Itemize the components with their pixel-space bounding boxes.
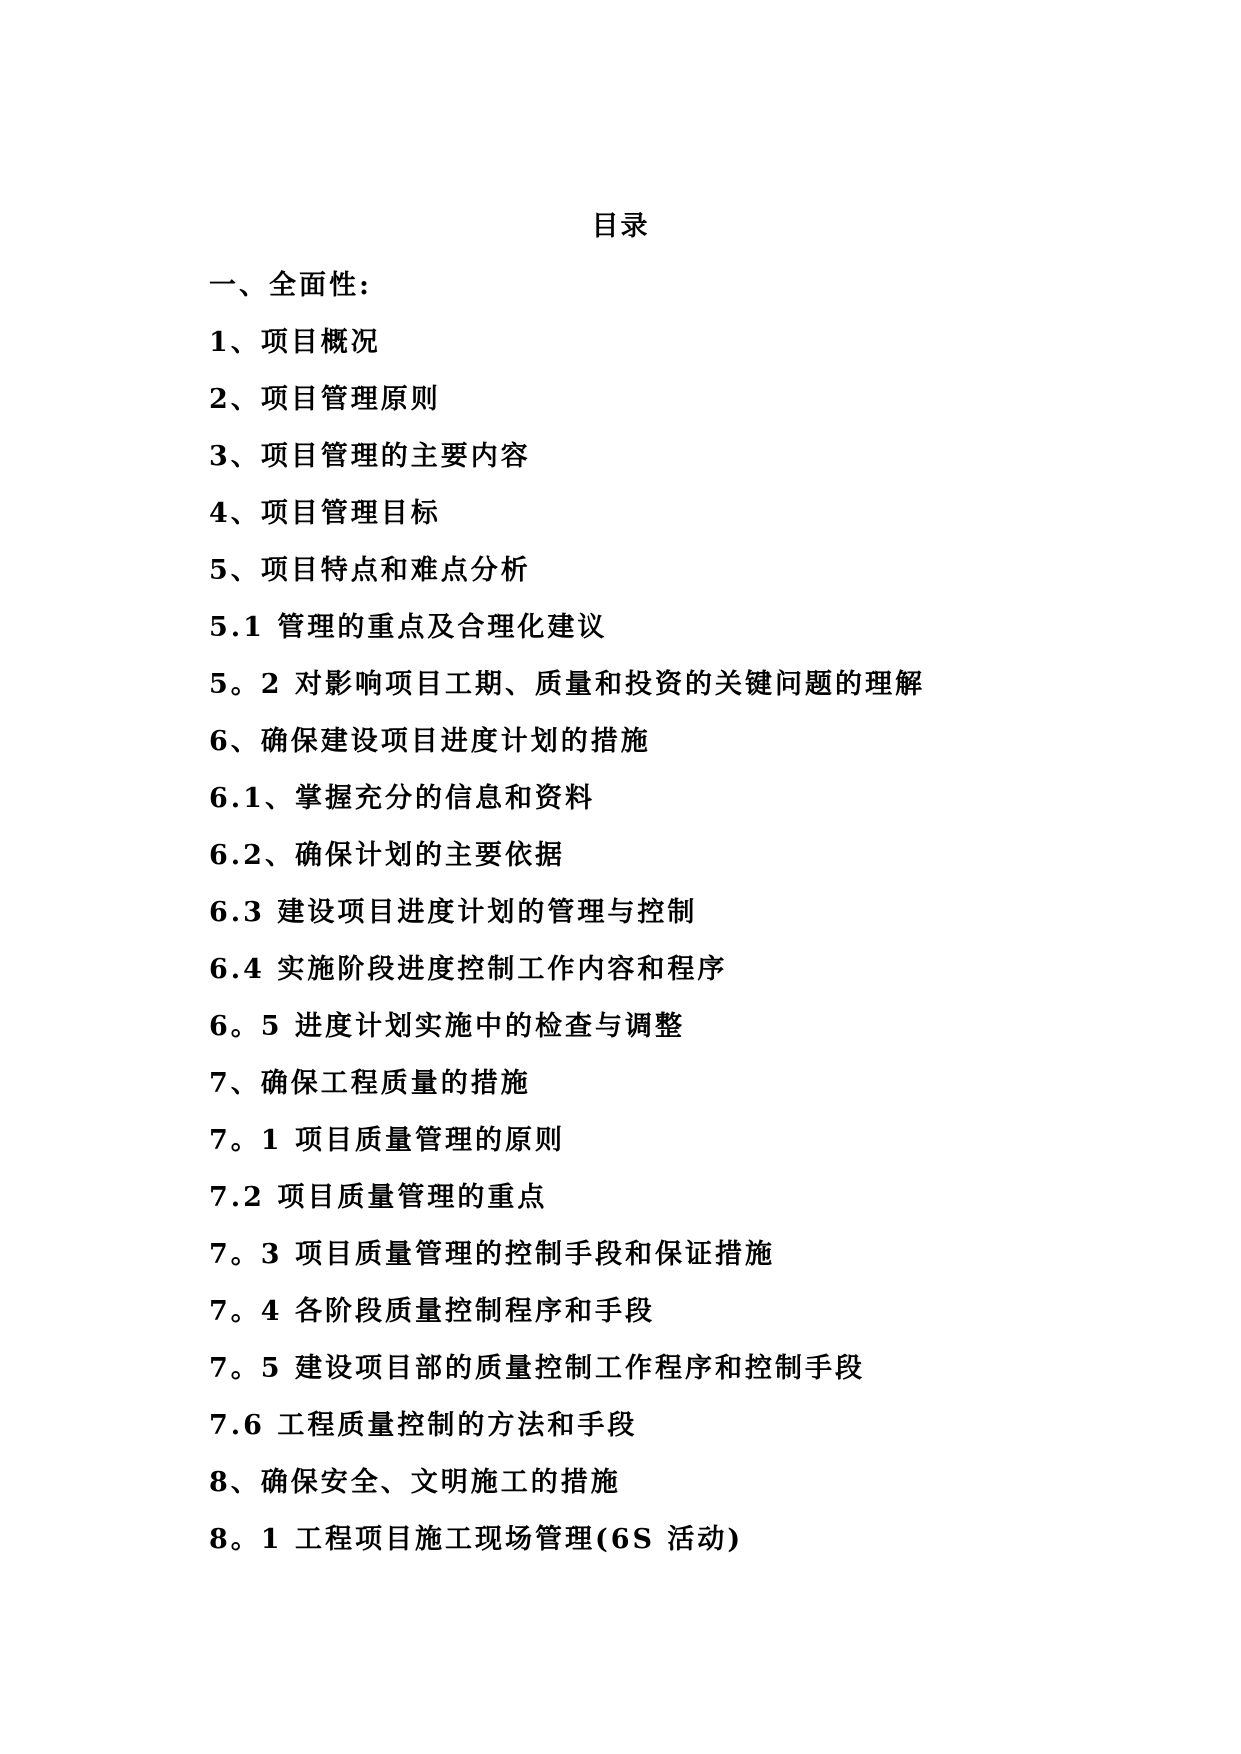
toc-item: 6.4 实施阶段进度控制工作内容和程序 — [209, 954, 728, 985]
toc-item: 6.3 建设项目进度计划的管理与控制 — [209, 897, 698, 928]
toc-item: 6.1、掌握充分的信息和资料 — [209, 783, 595, 814]
toc-item: 7。1 项目质量管理的原则 — [209, 1125, 565, 1156]
toc-item: 6。5 进度计划实施中的检查与调整 — [209, 1011, 685, 1042]
toc-item: 5.1 管理的重点及合理化建议 — [209, 612, 608, 643]
toc-item: 8。1 工程项目施工现场管理(6S 活动) — [209, 1524, 744, 1555]
toc-item: 一、全面性: — [209, 270, 372, 301]
toc-item: 7。5 建设项目部的质量控制工作程序和控制手段 — [209, 1353, 865, 1384]
toc-item: 7、确保工程质量的措施 — [209, 1068, 531, 1099]
toc-item: 2、项目管理原则 — [209, 384, 441, 415]
toc-item: 7.2 项目质量管理的重点 — [209, 1182, 548, 1213]
toc-item: 5、项目特点和难点分析 — [209, 555, 531, 586]
toc-item: 6、确保建设项目进度计划的措施 — [209, 726, 651, 757]
toc-item: 6.2、确保计划的主要依据 — [209, 840, 565, 871]
toc-item: 7.6 工程质量控制的方法和手段 — [209, 1410, 638, 1441]
toc-item: 5。2 对影响项目工期、质量和投资的关键问题的理解 — [209, 669, 925, 700]
toc-item: 8、确保安全、文明施工的措施 — [209, 1467, 621, 1498]
toc-item: 7。3 项目质量管理的控制手段和保证措施 — [209, 1239, 775, 1270]
toc-item: 4、项目管理目标 — [209, 498, 441, 529]
toc-list — [209, 266, 925, 1577]
toc-item: 3、项目管理的主要内容 — [209, 441, 531, 472]
toc-item: 7。4 各阶段质量控制程序和手段 — [209, 1296, 655, 1327]
toc-item: 1、项目概况 — [209, 327, 381, 358]
toc-title: 目录 — [591, 211, 650, 242]
